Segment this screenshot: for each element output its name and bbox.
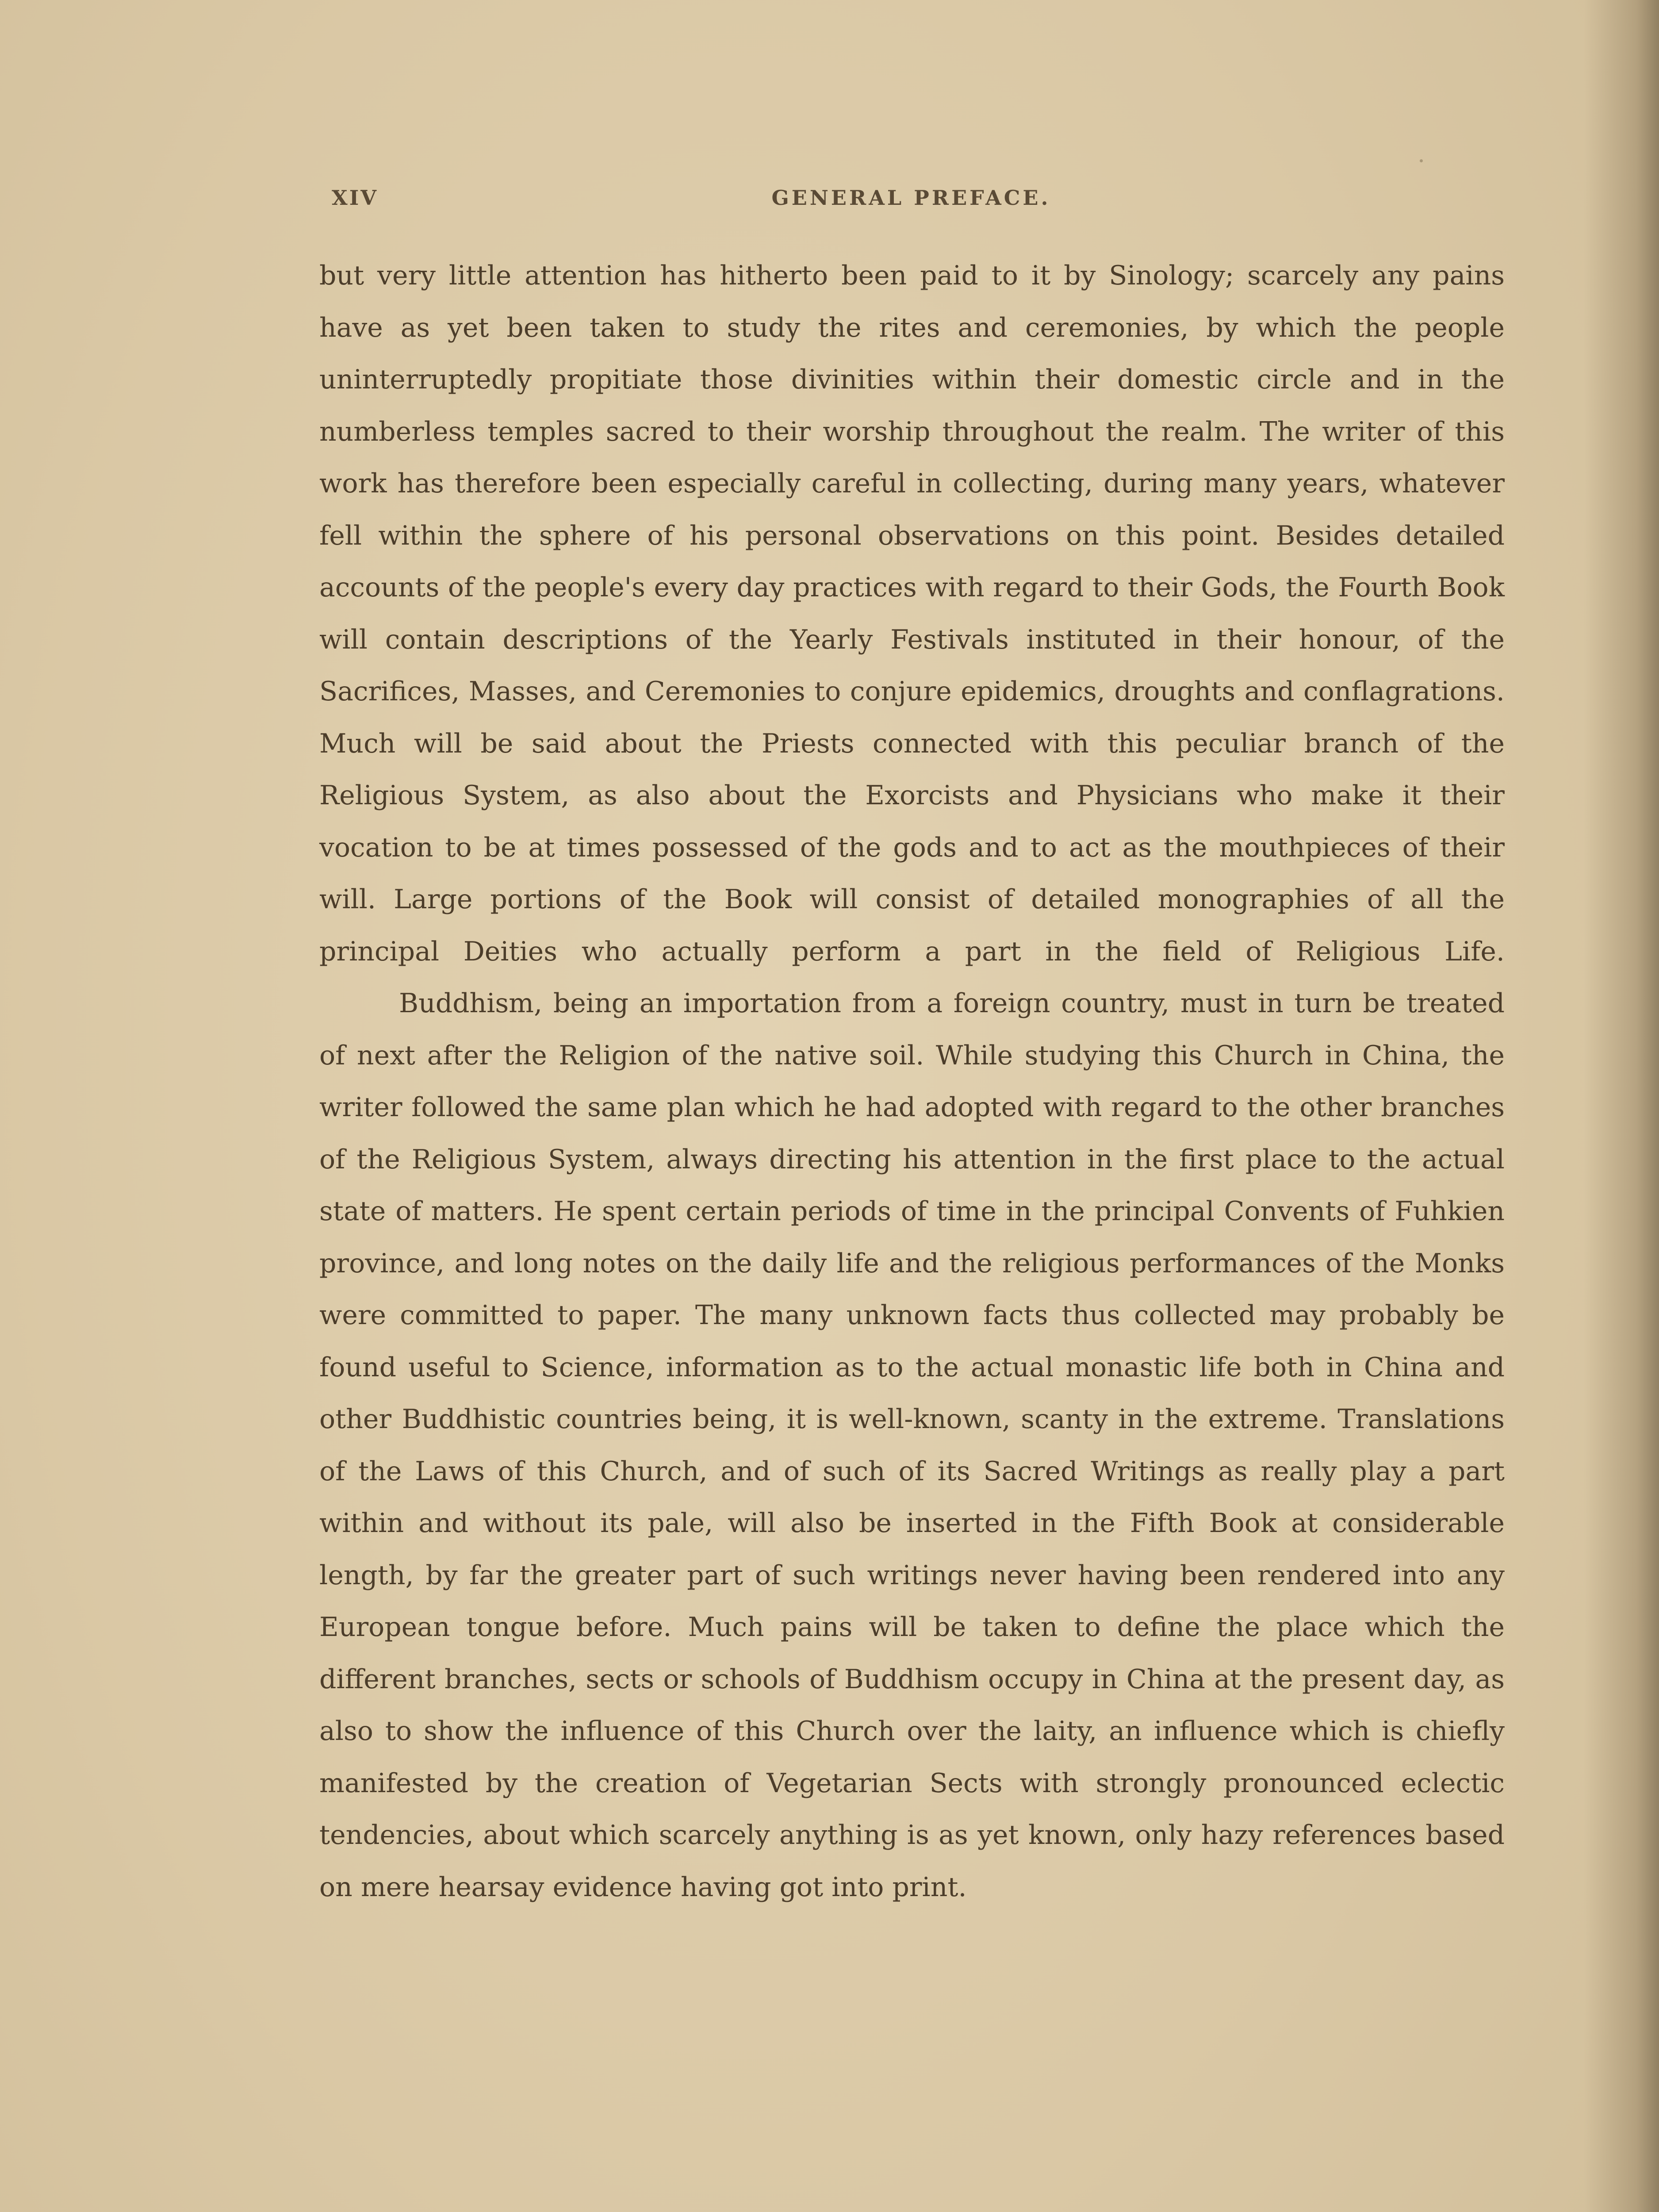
page-number: XIV: [332, 186, 378, 210]
body-text: [319, 250, 1505, 1913]
running-head-title: GENERAL PREFACE.: [771, 186, 1051, 210]
paragraph-continued: but very little attention has hitherto been paid to it by Sinology; scarcely any pains have as yet been taken to study the rites and ceremonies, by which the people uninterruptedly propitiate those divinities within their domestic circle and in the numberless temples sacred to their worship throughout the realm. The writer of this work has therefore been especially careful in collecting, during many years, whatever fell within the sphere of his personal observations on this point. Besides detailed accounts of the people's every day practices with regard to their Gods, the Fourth Book will contain descriptions of the Yearly Festivals instituted in their honour, of the Sacrifices, Masses, and Ceremonies to conjure epidemics, droughts and conflagrations. Much will be said about the Priests connected with this peculiar branch of the Religious System, as also about the Exorcists and Physicians who make it their vocation to be at times possessed of the gods and to act as the mouthpieces of their will. Large portions of the Book will consist of detailed monographies of all the principal Deities who actually perform a part in the field of Religious Life.: [319, 260, 1505, 967]
paragraph-buddhism: Buddhism, being an importation from a foreign country, must in turn be treated of next after the Religion of the native soil. While studying this Church in China, the writer followed the same plan which he had adopted with regard to the other branches of the Religious System, always directing his attention in the first place to the actual state of matters. He spent certain periods of time in the principal Convents of Fuhkien province, and long notes on the daily life and the religious performances of the Monks were committed to paper. The many unknown facts thus collected may probably be found useful to Science, information as to the actual monastic life both in China and other Buddhistic countries being, it is well-known, scanty in the extreme. Translations of the Laws of this Church, and of such of its Sacred Writings as really play a part within and without its pale, will also be inserted in the Fifth Book at considerable length, by far the greater part of such writings never having been rendered into any European tongue before. Much pains will be taken to define the place which the different branches, sects or schools of Buddhism occupy in China at the present day, as also to show the influence of this Church over the laity, an influence which is chiefly manifested by the creation of Vegetarian Sects with strongly pronounced eclectic tendencies, about which scarcely anything is as yet known, only hazy references based on mere hearsay evidence having got into print.: [319, 988, 1505, 1903]
paper-speck: [1420, 159, 1423, 162]
running-head: [318, 186, 1504, 226]
binding-shadow: [1584, 0, 1659, 2212]
